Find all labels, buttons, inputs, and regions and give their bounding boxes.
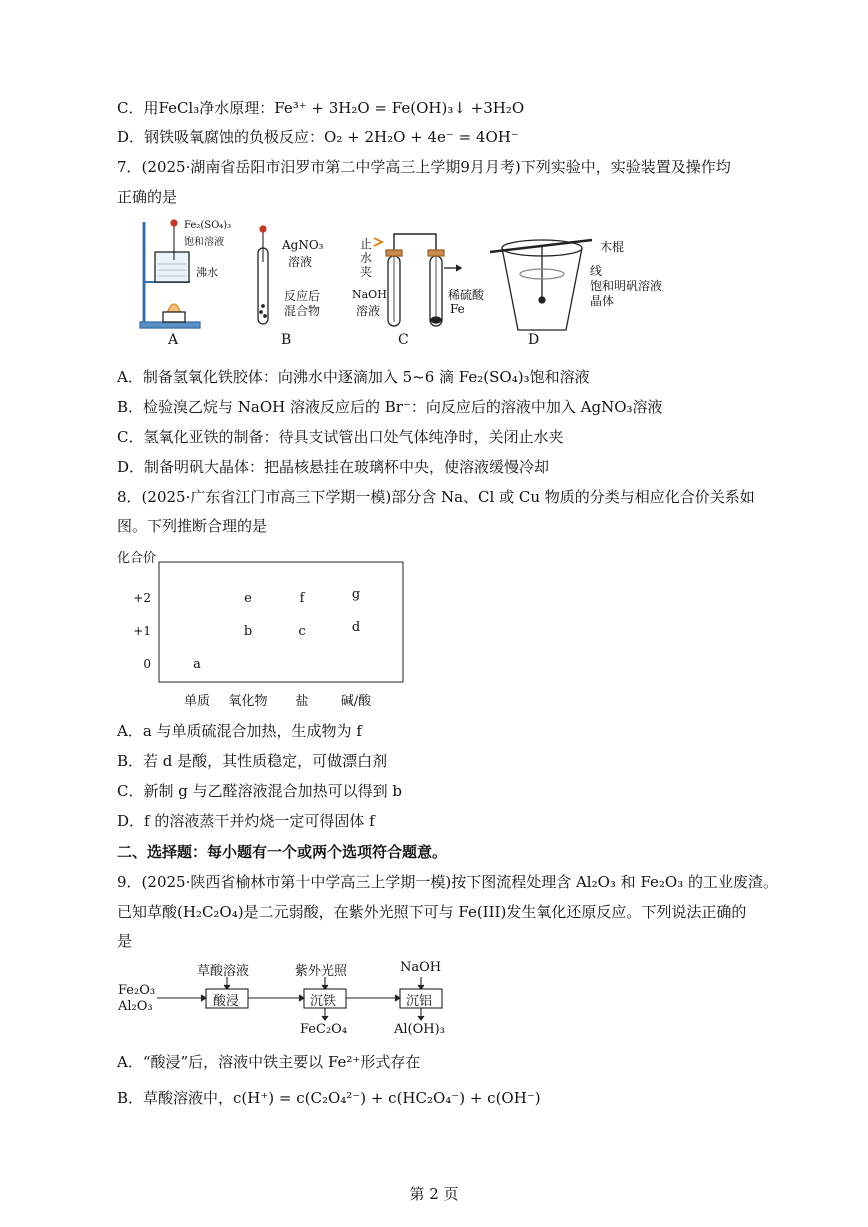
apparatus-d-letter: D xyxy=(528,332,540,348)
data-point-e: e xyxy=(244,591,252,606)
q8-option-d: D．f 的溶液蒸干并灼烧一定可得固体 f xyxy=(117,812,375,830)
page-number: 第 2 页 xyxy=(409,1185,459,1203)
apparatus-b-reagent2: 溶液 xyxy=(288,255,313,269)
q9-option-b: B．草酸溶液中，c(H⁺) = c(C₂O₄²⁻) + c(HC₂O₄⁻) + c(OH⁻) xyxy=(117,1089,541,1107)
apparatus-a-water: 沸水 xyxy=(196,266,218,279)
flow-reagent-naoh: NaOH xyxy=(400,960,442,975)
data-point-c: c xyxy=(298,624,306,639)
apparatus-a-reagent2: 饱和溶液 xyxy=(184,237,224,248)
q7-option-b: B．检验溴乙烷与 NaOH 溶液反应后的 Br⁻：向反应后的溶液中加入 AgNO₃溶液 xyxy=(117,398,663,416)
apparatus-a-letter: A xyxy=(168,332,179,348)
apparatus-c-clamp2: 水 xyxy=(360,251,373,265)
apparatus-c-acid: 稀硫酸 xyxy=(448,288,485,302)
apparatus-d-stick: 木棍 xyxy=(600,240,625,254)
apparatus-c-letter: C xyxy=(398,332,409,348)
apparatus-c-naoh2: 溶液 xyxy=(356,304,381,318)
flow-step-precip-al: 沉铝 xyxy=(406,994,433,1009)
q9-option-a: A．“酸浸”后，溶液中铁主要以 Fe²⁺形式存在 xyxy=(117,1053,421,1071)
apparatus-c-naoh1: NaOH xyxy=(352,288,387,301)
data-point-d: d xyxy=(351,620,361,635)
q7-stem-line2: 正确的是 xyxy=(117,188,178,206)
y-tick-label: 0 xyxy=(143,657,151,671)
flow-reagent-oxalic: 草酸溶液 xyxy=(197,964,250,979)
q7-stem-line1: 7．(2025·湖南省岳阳市汨罗市第二中学高三上学期9月月考)下列实验中，实验装置及操作均 xyxy=(117,158,731,176)
q8-option-c: C．新制 g 与乙醛溶液混合加热可以得到 b xyxy=(117,782,402,800)
data-point-g: g xyxy=(351,587,361,602)
apparatus-b-letter: B xyxy=(281,332,292,348)
chart-y-label: 化合价 xyxy=(117,551,157,566)
flow-product-fec2o4: FeC₂O₄ xyxy=(300,1022,348,1037)
data-point-f: f xyxy=(299,591,305,606)
flow-step-acid-leach: 酸浸 xyxy=(213,994,240,1009)
x-tick-label: 盐 xyxy=(295,694,309,709)
apparatus-c-clamp3: 夹 xyxy=(360,265,373,279)
y-tick-label: +2 xyxy=(133,591,151,605)
apparatus-d-crystal: 晶体 xyxy=(590,294,615,308)
x-tick-label: 碱/酸 xyxy=(340,694,372,709)
data-point-a: a xyxy=(193,657,201,672)
apparatus-a-reagent1: Fe₂(SO₄)₃ xyxy=(184,220,232,231)
apparatus-c-fe: Fe xyxy=(450,302,465,316)
data-point-b: b xyxy=(243,624,253,639)
y-tick-label: +1 xyxy=(133,624,151,638)
apparatus-d-thread: 线 xyxy=(590,264,603,278)
q7-option-d: D．制备明矾大晶体：把晶核悬挂在玻璃杯中央，使溶液缓慢冷却 xyxy=(117,458,550,476)
q9-stem-line1: 9．(2025·陕西省榆林市第十中学高三上学期一模)按下图流程处理含 Al₂O₃ 和 Fe₂O₃ 的工业废渣。 xyxy=(117,873,779,891)
apparatus-c-clamp1: 止 xyxy=(360,237,373,251)
apparatus-b-mix1: 反应后 xyxy=(284,289,321,303)
q6-option-c: C．用FeCl₃净水原理：Fe³⁺ + 3H₂O = Fe(OH)₃↓ +3H₂O xyxy=(117,99,525,117)
flow-input-al2o3: Al₂O₃ xyxy=(118,999,153,1014)
section-2-heading: 二、选择题：每小题有一个或两个选项符合题意。 xyxy=(117,843,448,861)
apparatus-d-solution: 饱和明矾溶液 xyxy=(590,279,663,293)
q9-stem-line3: 是 xyxy=(117,932,133,950)
q8-option-a: A．a 与单质硫混合加热，生成物为 f xyxy=(117,722,362,740)
q8-option-b: B．若 d 是酸，其性质稳定，可做漂白剂 xyxy=(117,752,388,770)
x-tick-label: 单质 xyxy=(183,694,211,709)
apparatus-b-reagent1: AgNO₃ xyxy=(282,238,324,252)
flow-reagent-uv: 紫外光照 xyxy=(295,964,348,979)
q7-option-a: A．制备氢氧化铁胶体：向沸水中逐滴加入 5~6 滴 Fe₂(SO₄)₃饱和溶液 xyxy=(117,368,590,386)
flow-input-fe2o3: Fe₂O₃ xyxy=(118,983,156,998)
x-tick-label: 氧化物 xyxy=(228,694,268,709)
flow-step-precip-fe: 沉铁 xyxy=(310,994,337,1009)
q7-option-c: C．氢氧化亚铁的制备：待具支试管出口处气体纯净时，关闭止水夹 xyxy=(117,428,564,446)
q8-stem-line1: 8．(2025·广东省江门市高三下学期一模)部分含 Na、Cl 或 Cu 物质的分类与相应化合价关系如 xyxy=(117,488,755,506)
flow-product-aloh3: Al(OH)₃ xyxy=(394,1022,445,1037)
valence-chart xyxy=(117,560,427,712)
q6-option-d: D．钢铁吸氧腐蚀的负极反应：O₂ + 2H₂O + 4e⁻ = 4OH⁻ xyxy=(117,128,519,146)
apparatus-b-mix2: 混合物 xyxy=(284,304,321,318)
q8-stem-line2: 图。下列推断合理的是 xyxy=(117,517,268,535)
q9-stem-line2: 已知草酸(H₂C₂O₄)是二元弱酸，在紫外光照下可与 Fe(III)发生氧化还原反应。下列说法正确的 xyxy=(117,903,747,921)
